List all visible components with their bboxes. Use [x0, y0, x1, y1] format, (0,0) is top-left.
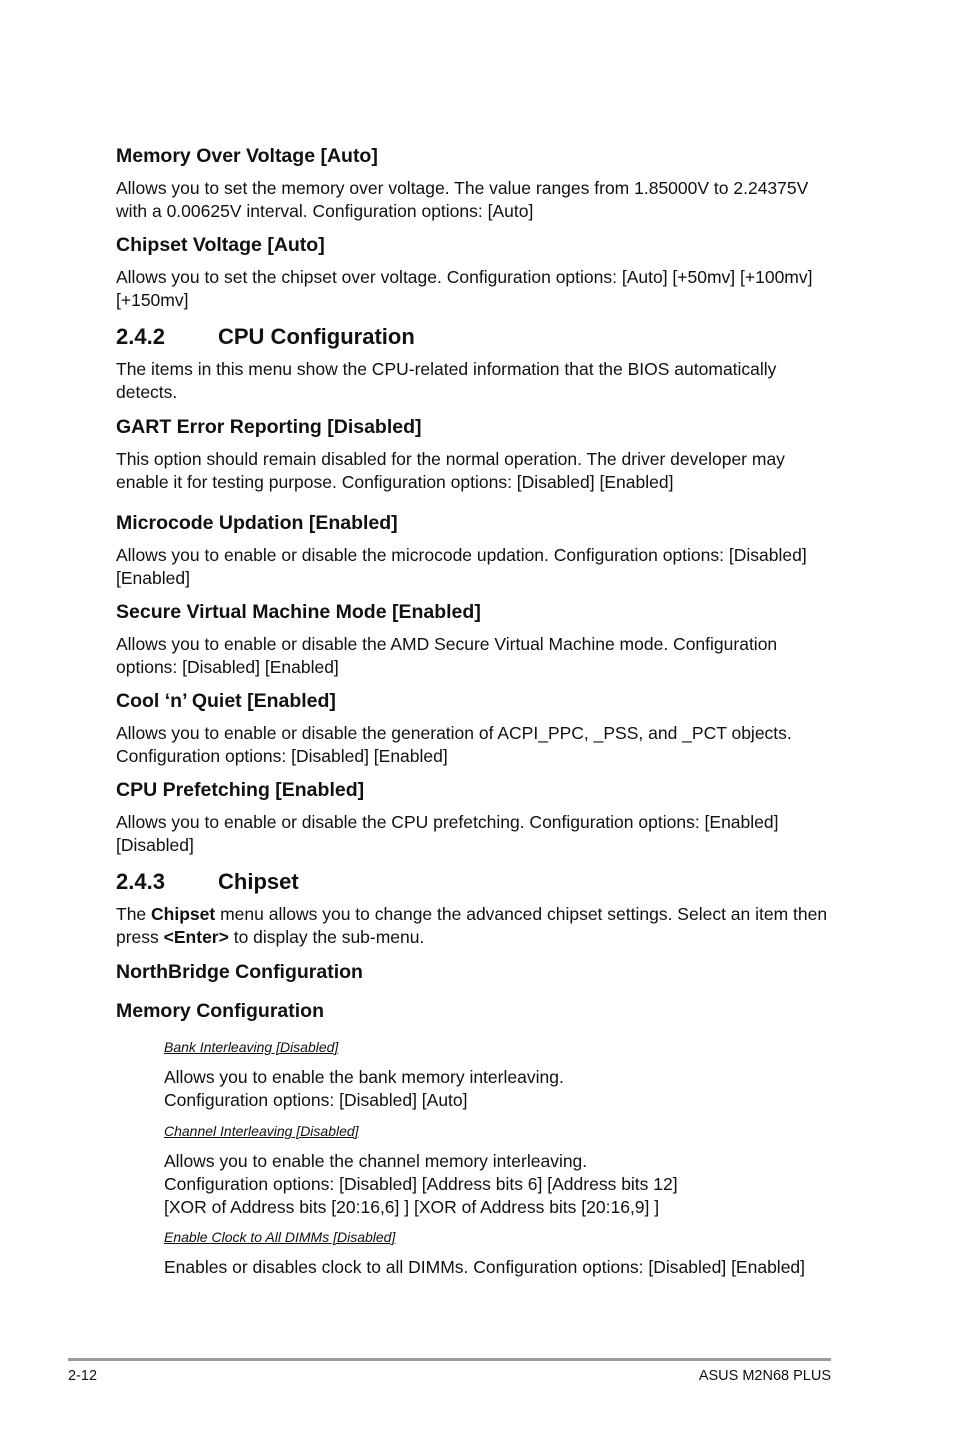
chipset-section-title	[116, 869, 299, 895]
bank-interleaving-description: Allows you to enable the bank memory interleaving. Configuration options: [Disabled] [Auto]	[164, 1067, 564, 1110]
channel-interleaving-description: Allows you to enable the channel memory interleaving. Configuration options: [Disabled] [Address bits 6] [Address bits 12] [XOR of Address bits [20:16,6] ] [XOR of Address bits [20:16,9] ]	[164, 1151, 678, 1217]
cpu-prefetching-description: Allows you to enable or disable the CPU prefetching. Configuration options: [Enabled] [Disabled]	[116, 812, 779, 855]
cpu-configuration-intro: The items in this menu show the CPU-related information that the BIOS automatically detects.	[116, 359, 777, 402]
memory-over-voltage-description: Allows you to set the memory over voltage. The value ranges from 1.85000V to 2.24375V with a 0.00625V interval. Configuration options: [Auto]	[116, 178, 809, 221]
chipset-intro: The Chipset menu allows you to change the advanced chipset settings. Select an item then press <Enter> to display the sub-menu.	[116, 904, 828, 947]
microcode-updation-heading: Microcode Updation [Enabled]	[116, 512, 398, 534]
chipset-menu-name: Chipset	[151, 904, 216, 924]
chipset-voltage-description: Allows you to set the chipset over voltage. Configuration options: [Auto] [+50mv] [+100mv] [+150mv]	[116, 267, 813, 310]
secure-virtual-machine-heading: Secure Virtual Machine Mode [Enabled]	[116, 601, 481, 623]
gart-error-reporting-description: This option should remain disabled for the normal operation. The driver developer may enable it for testing purpose. Configuration options: [Disabled] [Enabled]	[116, 449, 785, 492]
page-number: 2-12	[68, 1368, 98, 1384]
cpu-configuration-section-title	[116, 324, 415, 350]
footer-divider	[68, 1358, 831, 1361]
channel-interleaving-item: Channel Interleaving [Disabled]	[164, 1123, 359, 1139]
northbridge-configuration-heading: NorthBridge Configuration	[116, 961, 363, 983]
cool-n-quiet-heading: Cool ‘n’ Quiet [Enabled]	[116, 690, 336, 712]
enable-clock-dimms-item: Enable Clock to All DIMMs [Disabled]	[164, 1229, 396, 1245]
enable-clock-dimms-description: Enables or disables clock to all DIMMs. Configuration options: [Disabled] [Enabled]	[164, 1257, 806, 1277]
bank-interleaving-item: Bank Interleaving [Disabled]	[164, 1039, 339, 1055]
section-number: 2.4.2	[116, 324, 165, 349]
memory-over-voltage-heading: Memory Over Voltage [Auto]	[116, 145, 378, 167]
secure-virtual-machine-description: Allows you to enable or disable the AMD Secure Virtual Machine mode. Configuration options: [Disabled] [Enabled]	[116, 634, 778, 677]
section-title: Chipset	[218, 869, 299, 894]
section-number: 2.4.3	[116, 869, 165, 894]
microcode-updation-description: Allows you to enable or disable the microcode updation. Configuration options: [Disabled] [Enabled]	[116, 545, 807, 588]
product-name: ASUS M2N68 PLUS	[698, 1368, 831, 1384]
cpu-prefetching-heading: CPU Prefetching [Enabled]	[116, 779, 365, 801]
gart-error-reporting-heading: GART Error Reporting [Disabled]	[116, 416, 422, 438]
enter-key-label: <Enter>	[163, 927, 229, 947]
cool-n-quiet-description: Allows you to enable or disable the generation of ACPI_PPC, _PSS, and _PCT objects. Configuration options: [Disabled] [Enabled]	[116, 723, 792, 766]
chipset-voltage-heading: Chipset Voltage [Auto]	[116, 234, 325, 256]
memory-configuration-heading: Memory Configuration	[116, 1000, 324, 1022]
section-title: CPU Configuration	[218, 324, 415, 349]
